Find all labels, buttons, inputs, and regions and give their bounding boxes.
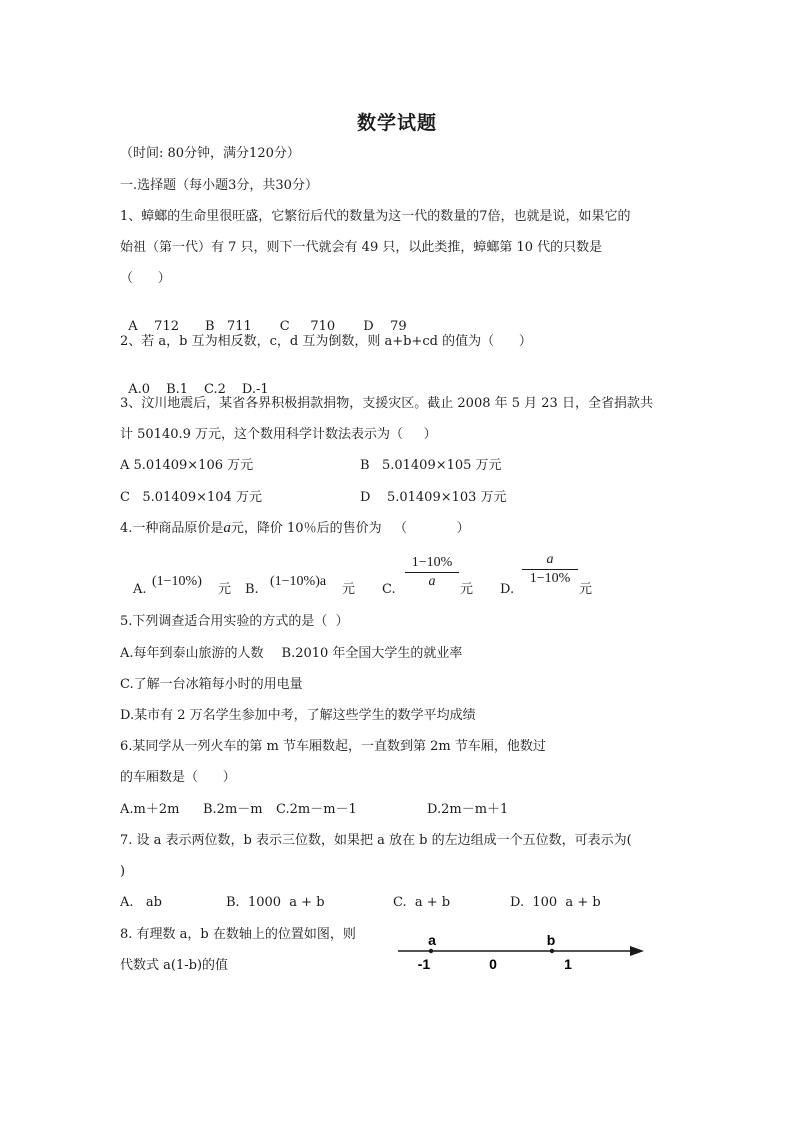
q4-option-c-fraction — [405, 555, 459, 590]
tick-label-1: 1 — [564, 956, 572, 972]
q3-option-d: D 5.01409×103 万元 — [360, 490, 507, 505]
q4-variable: a — [223, 520, 231, 536]
q4-option-d-fraction — [522, 552, 578, 587]
q6-option-b: B.2m－m — [203, 802, 263, 817]
q4-option-c-label: C. — [382, 582, 396, 597]
q1-line3: （ ） — [120, 271, 171, 286]
q5-option-c: C.了解一台冰箱每小时的用电量 — [120, 677, 303, 692]
point-a-label: a — [428, 932, 436, 948]
q4-text-post: 元，降价 10％后的售价为 （ ） — [230, 521, 470, 536]
point-b-label: b — [546, 932, 556, 948]
q3-option-b: B 5.01409×105 万元 — [360, 458, 502, 473]
q7-line2: ) — [120, 864, 126, 879]
q1-line2: 始祖（第一代）有 7 只，则下一代就会有 49 只，以此类推，蟑螂第 10 代的只数是 — [120, 240, 603, 255]
q6-option-c: C.2m－m－1 — [276, 802, 357, 817]
section-heading: 一.选择题（每小题3分，共30分） — [120, 178, 318, 193]
page-title: 数学试题 — [356, 112, 437, 134]
q1-line1: 1、蟑螂的生命里很旺盛，它繁衍后代的数量为这一代的数量的7倍，也就是说，如果它的 — [120, 209, 631, 224]
q6-line1: 6.某同学从一列火车的第 m 节车厢数起，一直数到第 2m 节车厢，他数过 — [120, 739, 546, 754]
q4-option-b-label: B. — [245, 582, 259, 597]
q4-option-d-unit: 元 — [579, 582, 593, 597]
q2-option-c: C.2 — [204, 382, 226, 397]
tick-label-0: 0 — [489, 956, 497, 972]
point-a — [429, 949, 433, 953]
q1-option-d: D 79 — [363, 319, 407, 334]
q1-option-c: C 710 — [279, 319, 336, 334]
q3-line1: 3、汶川地震后，某省各界积极捐款捐物，支援灾区。截止 2008 年 5 月 23 日，全省捐款共 — [120, 396, 653, 411]
q5-option-ab — [120, 646, 462, 662]
q4-option-d-label: D. — [500, 582, 515, 597]
q6-line2: 的车厢数是（ ） — [120, 770, 236, 785]
q2-option-b: B.1 — [166, 382, 189, 397]
q3-option-a: A 5.01409×106 万元 — [120, 458, 254, 473]
q4-text — [120, 520, 470, 537]
q1-options — [120, 303, 407, 335]
q5-option-a: A.每年到泰山旅游的人数 — [120, 646, 264, 661]
q8-line1: 8. 有理数 a，b 在数轴上的位置如图，则 — [120, 927, 356, 942]
q4-option-c-denominator: a — [428, 574, 436, 589]
q2-text: 2、若 a，b 互为相反数，c，d 互为倒数，则 a+b+cd 的值为（ ） — [120, 334, 532, 349]
q4-option-a-unit: 元 — [218, 582, 232, 597]
exam-time-info: （时间: 80分钟，满分120分） — [120, 146, 300, 161]
q4-option-a-expr: (1−10%) — [152, 574, 202, 589]
q4-option-d-denominator: 1−10% — [529, 571, 571, 586]
q8-line2: 代数式 a(1-b)的值 — [120, 958, 229, 973]
q7-option-b: B. 1000 a + b — [226, 895, 325, 910]
q7-option-d: D. 100 a + b — [510, 895, 601, 910]
q2-option-d: D.-1 — [241, 382, 269, 397]
q4-option-c-numerator: 1−10% — [405, 555, 459, 573]
tick-label-neg1: -1 — [417, 956, 431, 972]
q2-options — [120, 366, 269, 398]
q1-option-b: B 711 — [205, 319, 252, 334]
q1-option-a: A 712 — [128, 319, 179, 334]
number-line-figure — [390, 925, 650, 977]
number-line-arrow — [630, 946, 644, 956]
q7-line1: 7. 设 a 表示两位数，b 表示三位数，如果把 a 放在 b 的左边组成一个五位数，可表示为( — [120, 833, 632, 848]
q4-option-b-unit: 元 — [342, 582, 356, 597]
q7-option-a: A. ab — [120, 895, 162, 910]
q5-option-b: B.2010 年全国大学生的就业率 — [281, 646, 463, 661]
q3-line2: 计 50140.9 万元，这个数用科学计数法表示为（ ） — [120, 427, 437, 442]
q5-option-d: D.某市有 2 万名学生参加中考，了解这些学生的数学平均成绩 — [120, 708, 476, 723]
q4-option-b-expr: (1−10%)a — [270, 574, 327, 589]
q6-option-a: A.m＋2m — [120, 802, 180, 817]
q2-option-a: A.0 — [128, 382, 151, 397]
q4-text-pre: 4.一种商品原价是 — [120, 521, 224, 536]
q4-option-c-unit: 元 — [460, 582, 474, 597]
q4-option-d-numerator: a — [522, 552, 578, 570]
q6-option-d: D.2m－m＋1 — [427, 802, 509, 817]
q5-text: 5.下列调查适合用实验的方式的是（ ） — [120, 614, 349, 629]
q4-option-a-label: A. — [133, 582, 147, 597]
q3-option-c: C 5.01409×104 万元 — [120, 490, 262, 505]
q7-option-c: C. a + b — [393, 895, 451, 910]
point-b — [550, 949, 554, 953]
